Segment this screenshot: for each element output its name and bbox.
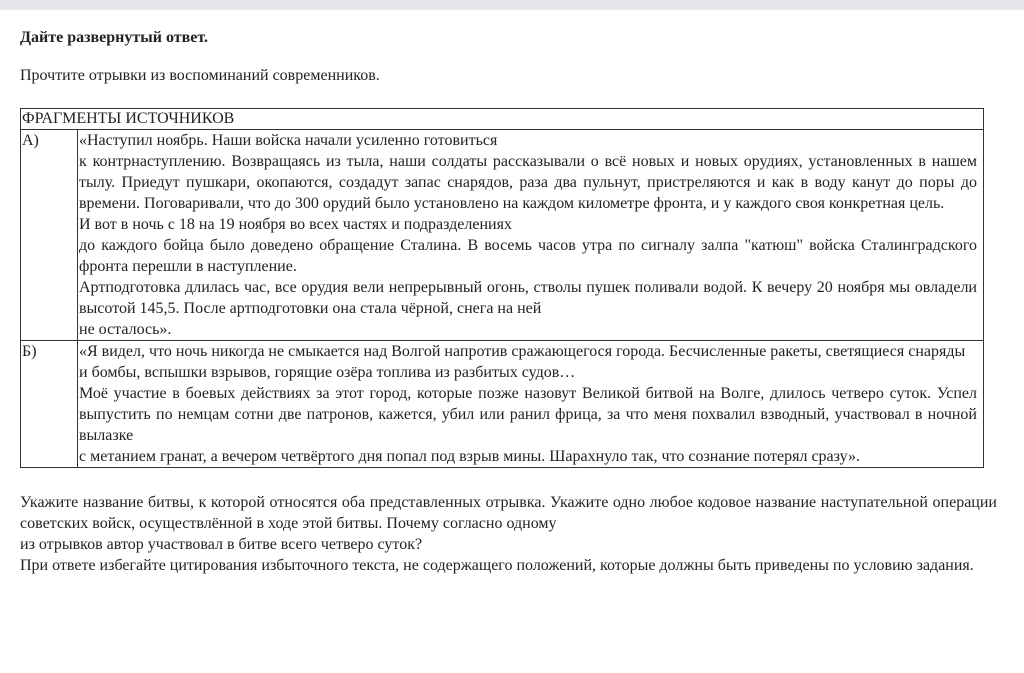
task-content xyxy=(20,27,997,576)
source-label-b: Б) xyxy=(21,341,78,468)
source-row-a xyxy=(21,130,984,341)
sources-heading: ФРАГМЕНТЫ ИСТОЧНИКОВ xyxy=(21,109,984,130)
source-text-a xyxy=(78,130,984,341)
source-text-b xyxy=(78,341,984,468)
source-a-paragraph: «Наступил ноябрь. Наши войска начали усиленно готовиться xyxy=(79,132,498,149)
source-b-paragraph: и бомбы, вспышки взрывов, горящие озёра топлива из разбитых судов… xyxy=(79,364,576,381)
source-a-paragraph: И вот в ночь с 18 на 19 ноября во всех частях и подразделениях xyxy=(79,216,512,233)
question-paragraph: Укажите название битвы, к которой относятся оба представленных отрывка. Укажите одно любое кодовое название наступательной операции советских войск, осуществлённой в ходе этой битвы. Почему согласно одному xyxy=(20,494,997,532)
sources-table xyxy=(20,108,984,468)
source-a-paragraph: не осталось». xyxy=(79,321,172,338)
source-row-b xyxy=(21,341,984,468)
sources-heading-row xyxy=(21,109,984,130)
source-a-paragraph: Артподготовка длилась час, все орудия вели непрерывный огонь, стволы пушек поливали водой. К вечеру 20 ноября мы овладели высотой 145,5. После артподготовки она стала чёрной, снега на ней xyxy=(79,279,977,317)
source-b-paragraph: с метанием гранат, а вечером четвёртого дня попал под взрыв мины. Шарахнуло так, что сознание потерял сразу». xyxy=(79,448,861,465)
source-b-paragraph: Моё участие в боевых действиях за этот город, которые позже назовут Великой битвой на Волге, длилось четверо суток. Успел выпустить по немцам сотни две патронов, кажется, убил или ранил фрица, за что меня похвалил взводный, участвовал в ночной вылазке xyxy=(79,385,977,444)
source-a-paragraph: к контрнаступлению. Возвращаясь из тыла, наши солдаты рассказывали о всё новых и новых орудиях, установленных в нашем тылу. Приедут пушкари, окопаются, создадут запас снарядов, раза два пульнут, пристреляются и как в воду канут до поры до времени. Поговаривали, что до 300 орудий было установлено на каждом километре фронта, и у каждого своя конкретная цель. xyxy=(79,153,977,212)
source-b-paragraph: «Я видел, что ночь никогда не смыкается над Волгой напротив сражающегося города. Бесчисленные ракеты, светящиеся снаряды xyxy=(79,343,966,360)
source-a-paragraph: до каждого бойца было доведено обращение Сталина. В восемь часов утра по сигналу залпа "катюш" войска Сталинградского фронта перешли в наступление. xyxy=(79,237,977,275)
task-title: Дайте развернутый ответ. xyxy=(20,29,208,46)
task-intro: Прочтите отрывки из воспоминаний современников. xyxy=(20,67,380,84)
source-label-a: А) xyxy=(21,130,78,341)
question-paragraph: При ответе избегайте цитирования избыточного текста, не содержащего положений, которые должны быть приведены по условию задания. xyxy=(20,557,974,574)
question-paragraph: из отрывков автор участвовал в битве всего четверо суток? xyxy=(20,536,423,553)
top-bar xyxy=(0,0,1024,10)
task-question xyxy=(20,492,997,576)
